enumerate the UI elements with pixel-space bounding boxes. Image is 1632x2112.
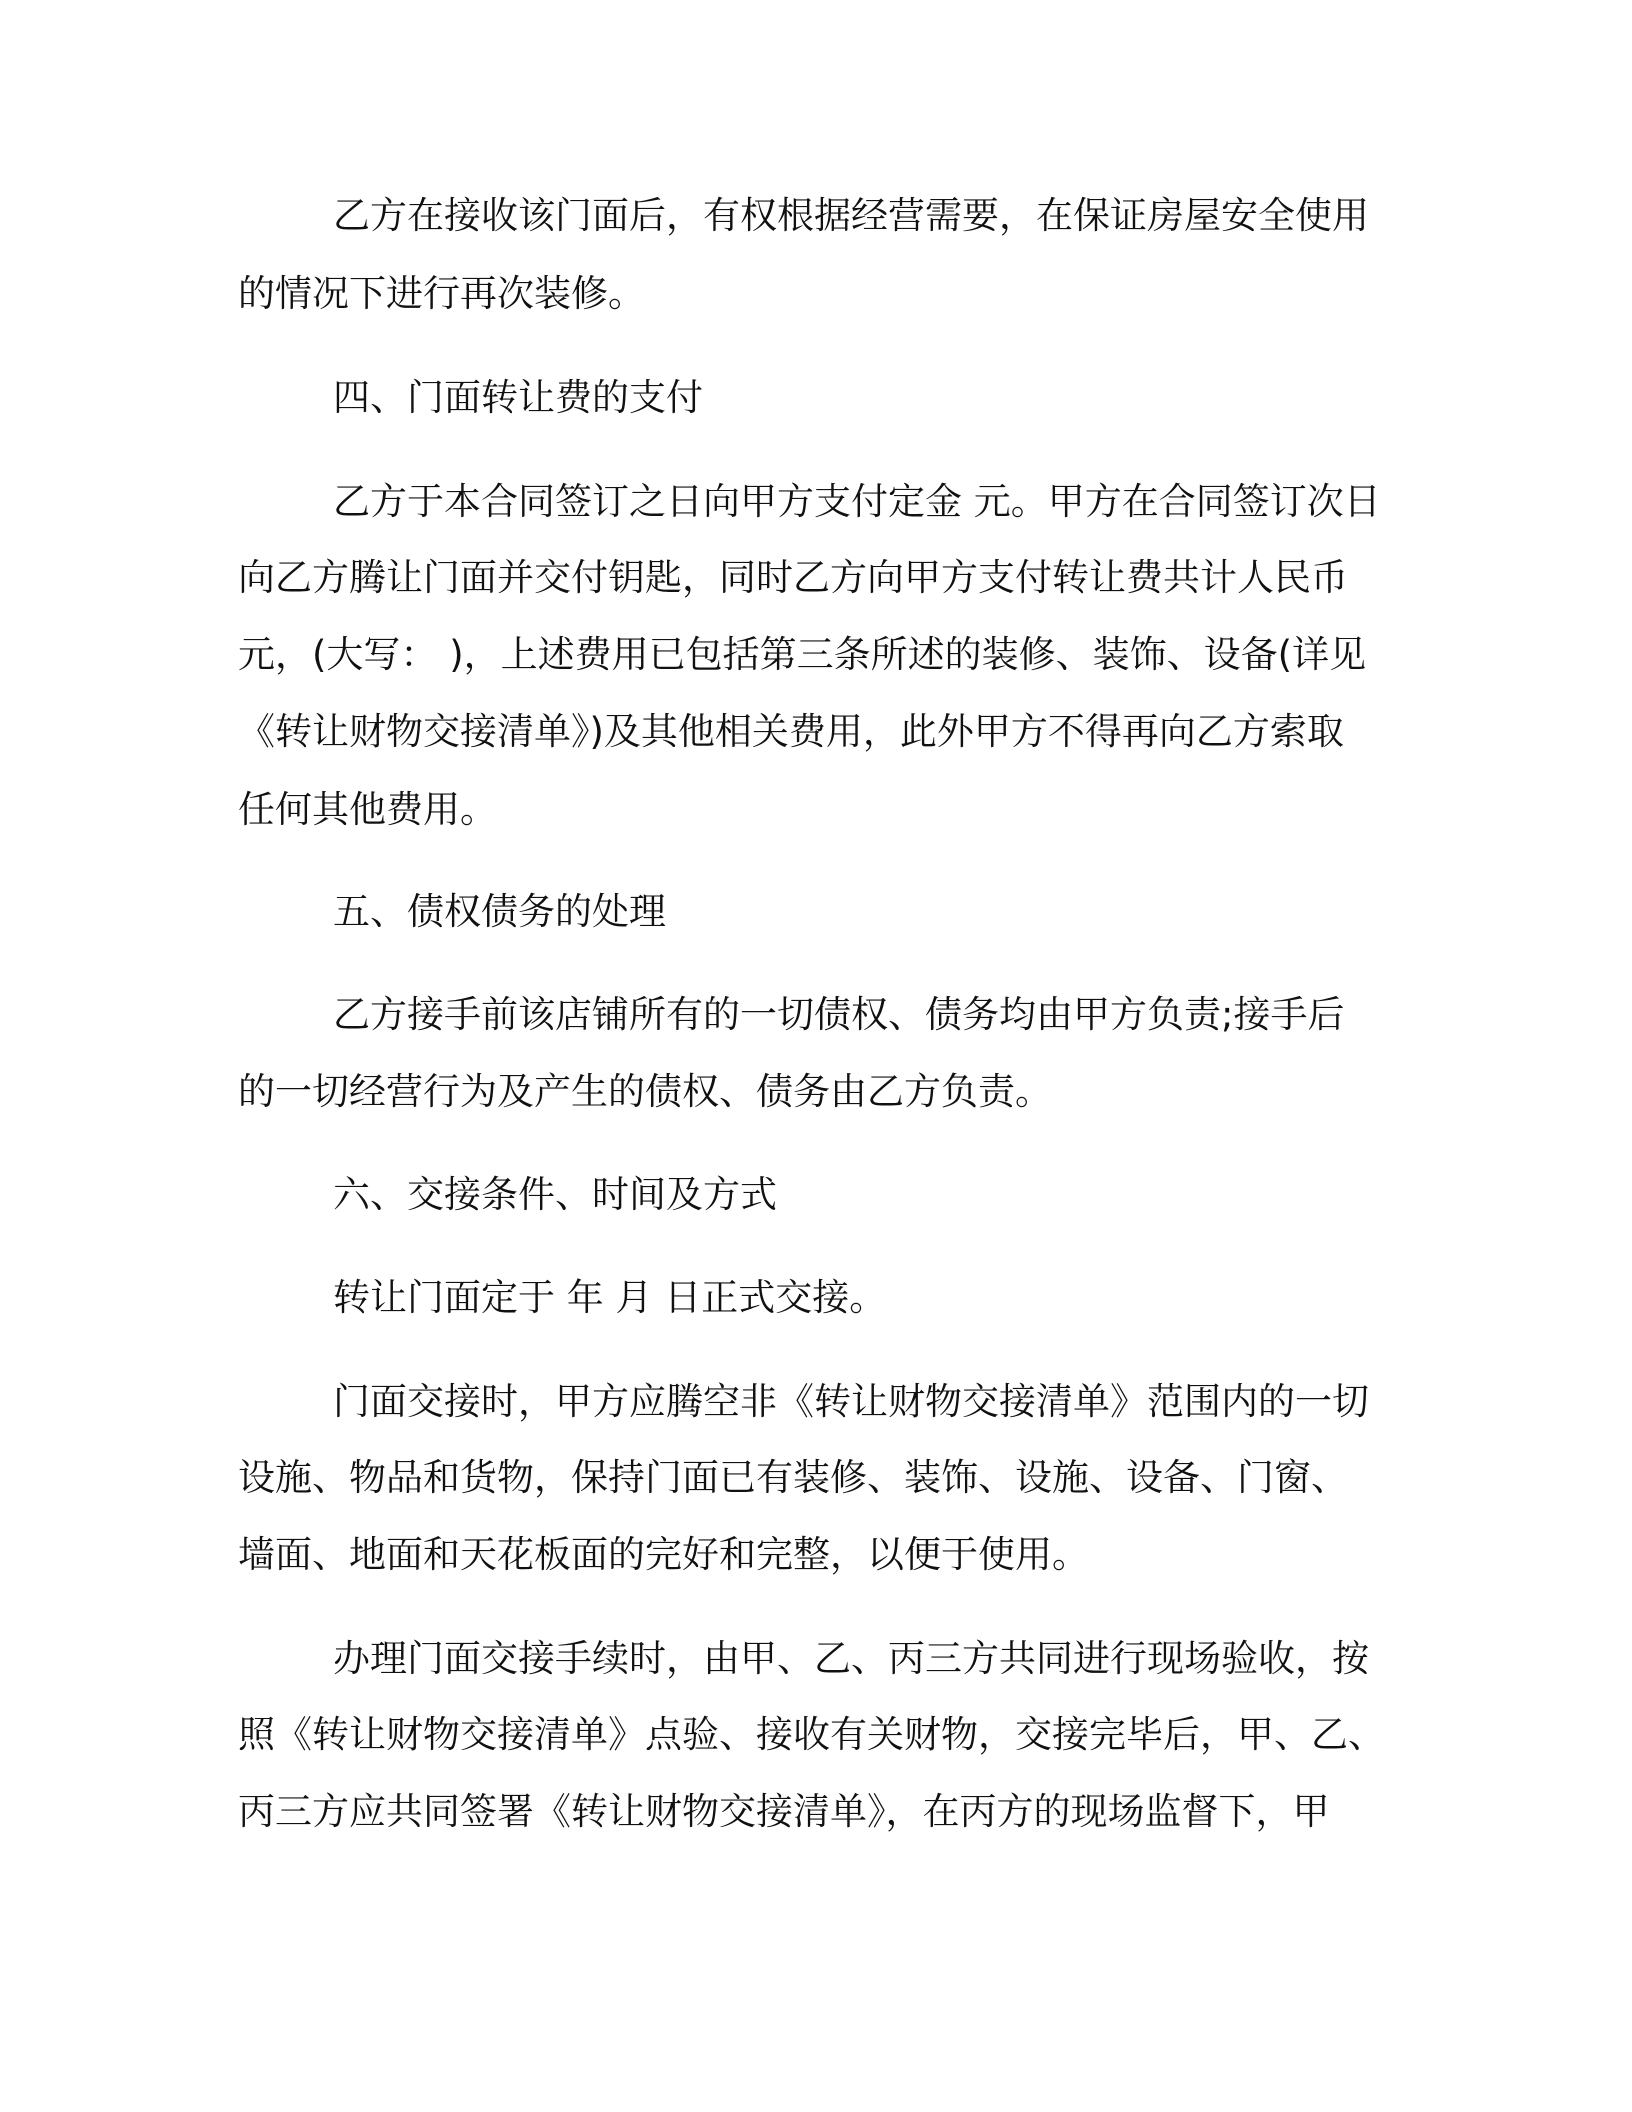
section-heading: 五、债权债务的处理 [333,890,666,933]
paragraph-line: 《转让财物交接清单》)及其他相关费用，此外甲方不得再向乙方索取 [238,710,1344,753]
paragraph-line: 办理门面交接手续时，由甲、乙、丙三方共同进行现场验收，按 [333,1637,1369,1680]
paragraph-line: 墙面、地面和天花板面的完好和完整，以便于使用。 [238,1533,1089,1576]
paragraph-line: 照《转让财物交接清单》点验、接收有关财物，交接完毕后，甲、乙、 [238,1713,1385,1756]
paragraph-line: 丙三方应共同签署《转让财物交接清单》，在丙方的现场监督下，甲 [238,1790,1330,1833]
paragraph-line: 的情况下进行再次装修。 [238,272,645,315]
paragraph-line: 乙方在接收该门面后，有权根据经营需要，在保证房屋安全使用 [333,194,1369,237]
paragraph-line: 乙方接手前该店铺所有的一切债权、债务均由甲方负责;接手后 [333,993,1345,1036]
paragraph-line: 向乙方腾让门面并交付钥匙，同时乙方向甲方支付转让费共计人民币 [238,556,1348,599]
paragraph-line: 任何其他费用。 [238,788,497,831]
paragraph-line: 乙方于本合同签订之日向甲方支付定金 元。甲方在合同签订次日 [333,480,1381,523]
paragraph-line: 元，(大写： )，上述费用已包括第三条所述的装修、装饰、设备(详见 [238,633,1367,676]
paragraph-line: 转让门面定于 年 月 日正式交接。 [333,1276,887,1319]
section-heading: 六、交接条件、时间及方式 [333,1173,777,1216]
paragraph-line: 的一切经营行为及产生的债权、债务由乙方负责。 [238,1070,1052,1113]
paragraph-line: 门面交接时，甲方应腾空非《转让财物交接清单》范围内的一切 [333,1380,1369,1423]
paragraph-line: 设施、物品和货物，保持门面已有装修、装饰、设施、设备、门窗、 [238,1456,1348,1499]
section-heading: 四、门面转让费的支付 [333,376,703,419]
